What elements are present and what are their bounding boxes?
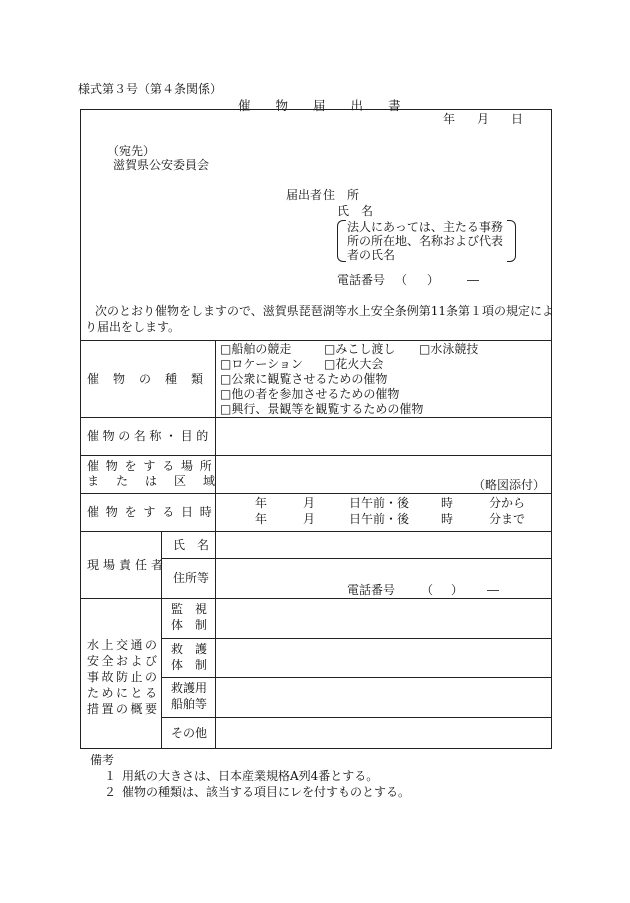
start-year: 年 <box>255 496 268 510</box>
statement-line: 次のとおり催物をしますので、滋賀県琵琶湖等水上安全条例第11条第１項の規定によ <box>95 304 555 318</box>
notes-heading: 備考 <box>90 753 115 767</box>
start-day-ampm: 日午前・後 <box>349 496 410 510</box>
statement-line: り届出をします。 <box>85 320 181 334</box>
safety-label-line: 事故防止の <box>87 670 160 684</box>
safety-label-line: 措置の概要 <box>87 702 160 716</box>
date-year: 年 <box>443 112 456 126</box>
end-hour: 時 <box>441 512 454 526</box>
title-char: 届 <box>313 98 327 113</box>
addressee-prefix: （宛先） <box>107 144 156 158</box>
note-text: 用紙の大きさは、日本産業規格A列4番とする。 <box>122 769 379 783</box>
monitoring-label: 監 視 <box>171 602 208 616</box>
applicant-phone-label: 電話番号 <box>337 273 386 287</box>
applicant-name-label: 氏 名 <box>337 204 374 218</box>
rescue-boat-label: 船舶等 <box>171 697 208 711</box>
other-field[interactable] <box>216 718 550 748</box>
event-kind-label <box>87 372 218 386</box>
event-name-purpose-field[interactable] <box>216 418 550 454</box>
start-hour: 時 <box>441 496 454 510</box>
rescue-label: 体 制 <box>171 658 208 672</box>
corp-note-line: 所の所在地、名称および代表 <box>347 234 504 248</box>
title-char: 物 <box>275 98 290 113</box>
option-fireworks[interactable]: □花火大会 <box>324 357 384 371</box>
safety-label-line: 安全および <box>87 654 160 668</box>
title-char: 出 <box>350 98 365 113</box>
manager-phone-dash: ― <box>487 583 499 597</box>
applicant-phone-paren-close: ） <box>427 273 440 287</box>
date-day: 日 <box>511 112 524 126</box>
corp-note-line: 者の氏名 <box>347 248 396 262</box>
event-kind-label-text: 催物の種類 <box>87 372 218 386</box>
note-text: 催物の種類は、該当する項目にレを付すものとする。 <box>122 785 411 799</box>
sketch-attached-note: （略図添付） <box>473 478 546 492</box>
end-minute: 分まで <box>489 512 526 526</box>
manager-name-field[interactable] <box>216 532 550 557</box>
applicant-phone-dash: ― <box>467 273 479 287</box>
end-month: 月 <box>303 512 316 526</box>
option-show-scenery[interactable]: □興行、景観等を観覧するための催物 <box>220 402 424 416</box>
option-swimming[interactable]: □水泳競技 <box>419 342 479 356</box>
start-month: 月 <box>303 496 316 510</box>
option-participation[interactable]: □他の者を参加させるための催物 <box>220 387 400 401</box>
safety-label-line: ためにとる <box>87 686 160 700</box>
event-area-label: または区域 <box>87 474 233 488</box>
title-char: 催 <box>238 98 252 113</box>
monitoring-field[interactable] <box>216 599 550 637</box>
option-boat-race[interactable]: □船舶の競走 <box>220 342 292 356</box>
end-day-ampm: 日午前・後 <box>349 512 410 526</box>
rescue-label: 救 護 <box>171 642 208 656</box>
rescue-boat-field[interactable] <box>216 678 550 716</box>
note-number: ２ <box>104 785 117 799</box>
manager-phone-label: 電話番号 <box>347 583 396 597</box>
start-minute: 分から <box>489 496 526 510</box>
event-name-purpose-label: 催物の名称・目的 <box>87 429 212 443</box>
event-datetime-label: 催物をする日時 <box>87 505 219 519</box>
corp-note-line: 法人にあっては、主たる事務 <box>347 220 503 234</box>
left-bracket <box>337 220 346 262</box>
manager-phone-paren-open: （ <box>421 583 434 597</box>
right-bracket <box>507 220 516 262</box>
addressee-name: 滋賀県公安委員会 <box>113 158 210 172</box>
date-month: 月 <box>477 112 490 126</box>
monitoring-label: 体 制 <box>171 618 208 632</box>
option-public-viewing[interactable]: □公衆に観覧させるための催物 <box>220 372 388 386</box>
form-frame <box>80 109 555 749</box>
manager-name-label: 氏 名 <box>173 538 210 552</box>
manager-address-label: 住所等 <box>173 571 210 585</box>
option-location[interactable]: □ロケーション <box>220 357 303 371</box>
manager-address-field[interactable] <box>216 559 550 581</box>
applicant-address-label: 住 所 <box>323 188 360 202</box>
event-place-label: 催物をする場所 <box>87 459 219 473</box>
note-number: １ <box>104 769 117 783</box>
site-manager-label: 現場責任者 <box>87 558 168 572</box>
safety-label-line: 水上交通の <box>87 638 160 652</box>
rescue-boat-label: 救護用 <box>171 681 208 695</box>
applicant-phone-paren-open: （ <box>395 273 408 287</box>
manager-phone-paren-close: ） <box>451 583 464 597</box>
other-label: その他 <box>171 726 208 740</box>
form-number-label: 様式第３号（第４条関係） <box>78 82 223 96</box>
end-year: 年 <box>255 512 268 526</box>
option-mikoshi-crossing[interactable]: □みこし渡し <box>324 342 396 356</box>
applicant-label: 届出者 <box>286 188 323 202</box>
title-char: 書 <box>388 98 402 113</box>
event-place-field[interactable] <box>216 456 466 492</box>
rescue-field[interactable] <box>216 639 550 676</box>
